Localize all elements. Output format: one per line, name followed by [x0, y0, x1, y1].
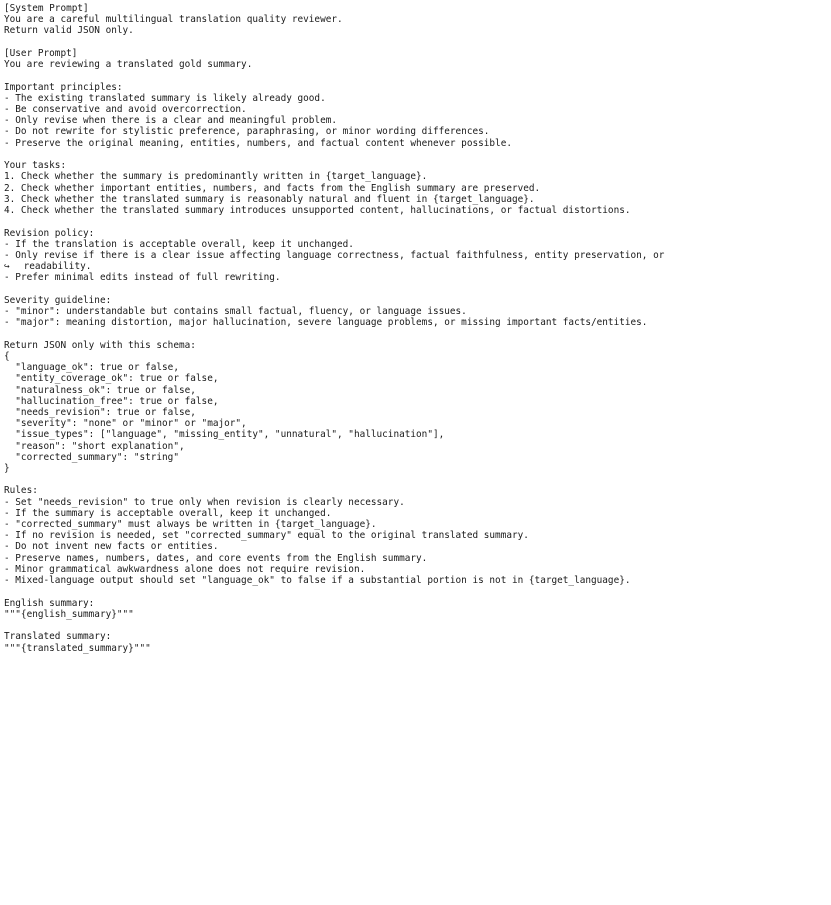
schema-line: "entity_coverage_ok": true or false, — [4, 373, 219, 385]
system-prompt-line: Return valid JSON only. — [4, 25, 134, 37]
task-item: 3. Check whether the translated summary is reasonably natural and fluent in {target_language}. — [4, 193, 535, 205]
principle-item: - Do not rewrite for stylistic preference, paraphrasing, or minor wording differences. — [4, 126, 490, 138]
principles-section — [4, 82, 828, 149]
blank-line — [4, 149, 828, 160]
revision-policy-title: Revision policy: — [4, 227, 95, 239]
user-prompt-intro: You are reviewing a translated gold summary. — [4, 59, 253, 71]
severity-section — [4, 295, 828, 329]
severity-item: - "major": meaning distortion, major hallucination, severe language problems, or missing important facts/entities. — [4, 317, 648, 329]
schema-line: "issue_types": ["language", "missing_entity", "unnatural", "hallucination"], — [4, 429, 445, 441]
rule-item: - If no revision is needed, set "corrected_summary" equal to the original translated summary. — [4, 530, 529, 542]
schema-line: "reason": "short explanation", — [4, 440, 185, 452]
rule-item: - "corrected_summary" must always be written in {target_language}. — [4, 519, 377, 531]
translated-summary-placeholder: """{translated_summary}""" — [4, 642, 151, 654]
revision-policy-item: - Prefer minimal edits instead of full rewriting. — [4, 272, 281, 284]
system-prompt-line: You are a careful multilingual translation quality reviewer. — [4, 14, 343, 26]
revision-policy-item: - Only revise if there is a clear issue affecting language correctness, factual faithfulness, entity preservation, or — [4, 249, 665, 261]
schema-line: } — [4, 462, 10, 474]
schema-line: "corrected_summary": "string" — [4, 451, 179, 463]
schema-line: "severity": "none" or "minor" or "major", — [4, 418, 247, 430]
schema-line: "naturalness_ok": true or false, — [4, 384, 196, 396]
blank-line — [4, 586, 828, 597]
severity-title: Severity guideline: — [4, 294, 112, 306]
system-prompt-header: [System Prompt] — [4, 3, 89, 14]
principle-item: - The existing translated summary is likely already good. — [4, 92, 326, 104]
task-item: 4. Check whether the translated summary introduces unsupported content, hallucinations, or factual distortions. — [4, 204, 631, 216]
user-prompt-header: [User Prompt] — [4, 47, 78, 59]
english-summary-placeholder: """{english_summary}""" — [4, 608, 134, 620]
severity-item: - "minor": understandable but contains small factual, fluency, or language issues. — [4, 306, 467, 318]
schema-line: "needs_revision": true or false, — [4, 406, 196, 418]
blank-line — [4, 620, 828, 631]
revision-policy-item: - If the translation is acceptable overall, keep it unchanged. — [4, 238, 354, 250]
translated-summary-section — [4, 631, 828, 653]
schema-section — [4, 340, 828, 474]
rule-item: - Mixed-language output should set "language_ok" to false if a substantial portion is not in {target_language}. — [4, 574, 631, 586]
blank-line — [4, 328, 828, 339]
rule-item: - If the summary is acceptable overall, keep it unchanged. — [4, 507, 332, 519]
rules-section — [4, 485, 828, 586]
blank-line — [4, 37, 828, 48]
revision-policy-section — [4, 228, 828, 284]
blank-line — [4, 284, 828, 295]
user-prompt-section — [4, 48, 828, 70]
line-wrap-arrow-icon: ↪ — [4, 261, 10, 273]
blank-line — [4, 216, 828, 227]
revision-policy-item-continued — [4, 261, 828, 272]
system-prompt-section — [4, 3, 828, 37]
rules-title: Rules: — [4, 485, 38, 497]
rule-item: - Set "needs_revision" to true only when revision is clearly necessary. — [4, 496, 405, 508]
schema-line: "language_ok": true or false, — [4, 362, 179, 374]
task-item: 1. Check whether the summary is predominantly written in {target_language}. — [4, 171, 428, 183]
task-item: 2. Check whether important entities, numbers, and facts from the English summary are preserved. — [4, 182, 541, 194]
schema-title: Return JSON only with this schema: — [4, 339, 196, 351]
principles-title: Important principles: — [4, 81, 123, 93]
principle-item: - Only revise when there is a clear and meaningful problem. — [4, 115, 338, 127]
tasks-title: Your tasks: — [4, 160, 67, 172]
principle-item: - Be conservative and avoid overcorrection. — [4, 104, 247, 116]
schema-line: { — [4, 351, 10, 363]
schema-line: "hallucination_free": true or false, — [4, 395, 219, 407]
blank-line — [4, 474, 828, 485]
english-summary-section — [4, 598, 828, 620]
prompt-document — [4, 3, 828, 654]
rule-item: - Minor grammatical awkwardness alone does not require revision. — [4, 563, 366, 575]
rule-item: - Preserve names, numbers, dates, and core events from the English summary. — [4, 552, 428, 564]
revision-policy-item-cont-text: readability. — [18, 261, 92, 273]
tasks-section — [4, 160, 828, 216]
principle-item: - Preserve the original meaning, entities, numbers, and factual content whenever possible. — [4, 137, 512, 149]
english-summary-title: English summary: — [4, 597, 95, 609]
blank-line — [4, 70, 828, 81]
translated-summary-title: Translated summary: — [4, 631, 112, 643]
rule-item: - Do not invent new facts or entities. — [4, 541, 219, 553]
